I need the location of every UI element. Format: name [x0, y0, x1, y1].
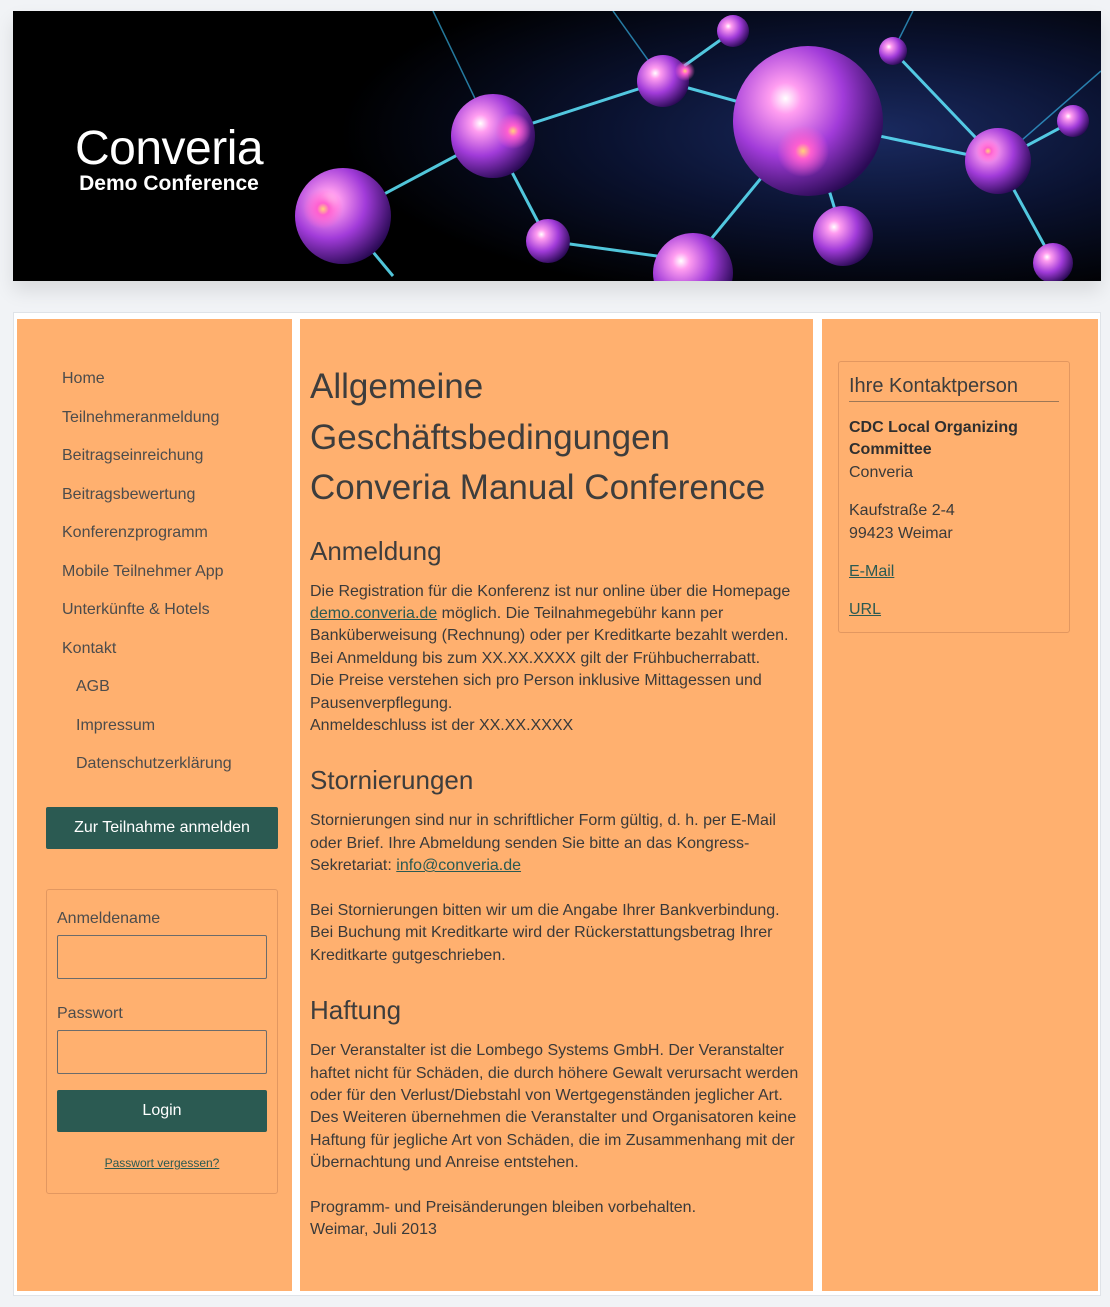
header-banner: [13, 11, 1101, 281]
login-button[interactable]: Login: [57, 1090, 267, 1132]
homepage-link[interactable]: demo.converia.de: [310, 604, 438, 622]
haftung-paragraph1: Der Veranstalter ist die Lombego Systems GmbH. Der Veranstalter haftet nicht für Schäden, die durch höhere Gewalt verursacht werden oder für den Verlust/Diebstahl von Wertgegenständen jeglicher Art. Des Weiteren übernehmen die Veranstalter und Organisatoren keine Haftung für jegliche Art von Schäden, die im Zusammenhang mit der Übernachtung und Anreise entstehen.: [310, 1042, 799, 1172]
haftung-changes: Programm- und Preisänderungen bleiben vorbehalten.: [310, 1199, 697, 1216]
login-form: [46, 889, 278, 1194]
haftung-place-date: Weimar, Juli 2013: [310, 1221, 437, 1239]
page-title-line3: Converia Manual Conference: [310, 468, 766, 507]
username-label: Anmeldename: [57, 910, 161, 927]
page-frame: [13, 312, 1101, 1296]
right-sidebar: [822, 319, 1098, 1291]
password-input[interactable]: [57, 1030, 267, 1074]
contact-street: Kaufstraße 2-4: [849, 502, 955, 520]
logo[interactable]: [69, 123, 269, 195]
nav-item-kontakt[interactable]: Kontakt: [62, 639, 117, 657]
heading-stornierungen: Stornierungen: [310, 765, 474, 796]
anmeldung-text: [310, 581, 805, 738]
nav-subitem-agb[interactable]: AGB: [76, 678, 110, 695]
contact-url-link[interactable]: URL: [849, 601, 882, 619]
contact-email-link[interactable]: E-Mail: [849, 563, 895, 581]
left-sidebar: [17, 319, 292, 1291]
nav-item-hotels[interactable]: Unterkünfte & Hotels: [62, 601, 210, 618]
main-navigation: [62, 366, 282, 790]
logo-subtitle: Demo Conference: [79, 172, 259, 195]
page-title-line1: Allgemeine: [310, 367, 484, 406]
contact-box: [838, 361, 1070, 633]
contact-city: 99423 Weimar: [849, 524, 953, 542]
page-title: [310, 362, 805, 514]
nav-subitem-impressum[interactable]: Impressum: [76, 716, 156, 734]
nav-item-beitragsbewertung[interactable]: Beitragsbewertung: [62, 485, 196, 503]
haftung-closing: [310, 1197, 805, 1242]
main-content: [310, 362, 805, 1242]
stornierungen-text-before: Stornierungen sind nur in schriftlicher Form gültig, d. h. per E-Mail oder Brief. Ihre Abmeldung senden Sie bitte an das Kongress-Sekretariat:: [310, 812, 776, 875]
anmeldung-text-after: möglich. Die Teilnahmegebühr kann per Banküberweisung (Rechnung) oder per Kreditkarte bezahlt werden.: [310, 604, 789, 645]
heading-haftung: Haftung: [310, 995, 402, 1026]
anmeldung-line3: Die Preise verstehen sich pro Person inklusive Mittagessen und Pausenverpflegung.: [310, 672, 762, 712]
stornierungen-paragraph2: Bei Stornierungen bitten wir um die Angabe Ihrer Bankverbindung. Bei Buchung mit Kreditkarte wird der Rückerstattungsbetrag Ihrer Kreditkarte gutgeschrieben.: [310, 901, 780, 964]
register-button[interactable]: Zur Teilnahme anmelden: [46, 807, 278, 849]
contact-title: Ihre Kontaktperson: [849, 372, 1059, 402]
contact-company: Converia: [849, 463, 914, 481]
contact-organization: [849, 417, 1064, 462]
anmeldung-line2: Bei Anmeldung bis zum XX.XX.XXXX gilt der Frühbucherrabatt.: [310, 649, 761, 667]
heading-anmeldung: Anmeldung: [310, 535, 442, 566]
stornierungen-text: [310, 810, 805, 877]
password-label: Passwort: [57, 1005, 123, 1022]
nav-item-teilnehmeranmeldung[interactable]: Teilnehmeranmeldung: [62, 408, 220, 426]
nav-subitem-datenschutz[interactable]: Datenschutzerklärung: [76, 755, 232, 772]
page-title-line2: Geschäftsbedingungen: [310, 417, 670, 457]
email-info-link[interactable]: info@converia.de: [396, 857, 522, 875]
contact-org-line1: CDC Local Organizing: [849, 419, 1018, 436]
nav-item-beitragseinreichung[interactable]: Beitragseinreichung: [62, 447, 204, 464]
anmeldung-line4: Anmeldeschluss ist der XX.XX.XXXX: [310, 716, 574, 734]
anmeldung-text-before: Die Registration für die Konferenz ist nur online über die Homepage: [310, 582, 791, 600]
logo-title: Converia: [74, 122, 264, 175]
contact-org-line2: Committee: [849, 441, 932, 459]
nav-item-konferenzprogramm[interactable]: Konferenzprogramm: [62, 524, 208, 541]
username-input[interactable]: [57, 935, 267, 979]
forgot-password-link[interactable]: Passwort vergessen?: [104, 1156, 220, 1170]
nav-item-home[interactable]: Home: [62, 370, 105, 387]
contact-details: [849, 417, 1064, 622]
main-content-column: [300, 319, 813, 1291]
nav-item-mobile-app[interactable]: Mobile Teilnehmer App: [62, 562, 224, 580]
